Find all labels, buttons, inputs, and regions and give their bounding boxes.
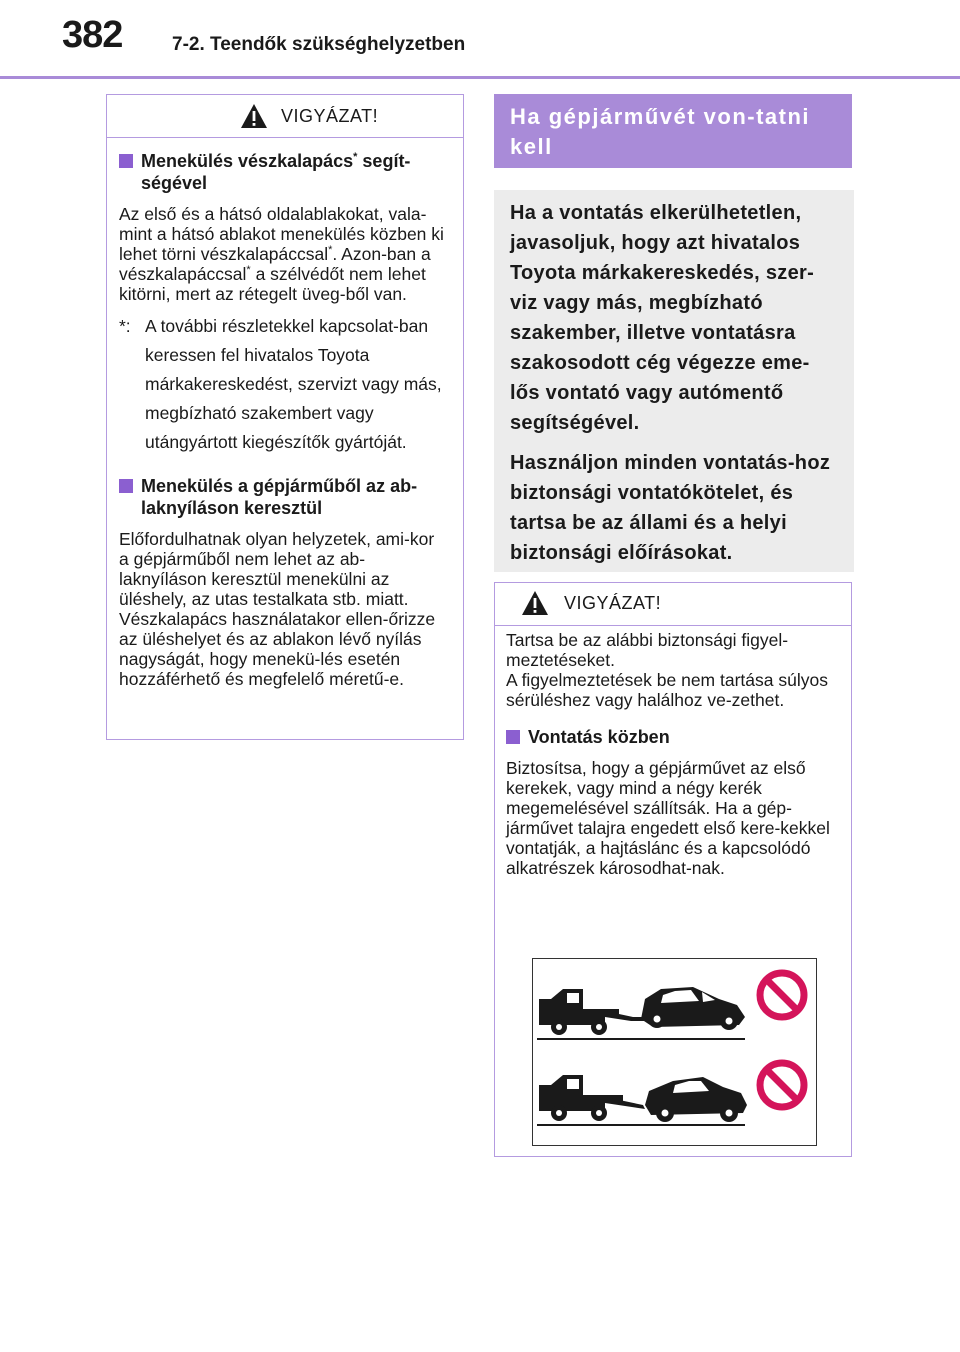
page-header xyxy=(0,0,960,80)
towing-illustration xyxy=(532,958,817,1146)
header-rule xyxy=(0,76,960,79)
warning-icon xyxy=(240,103,268,129)
car-icon xyxy=(645,1077,747,1122)
paragraph: A figyelmeztetések be nem tartása súlyos sérüléshez vagy halálhoz ve-zethet. xyxy=(506,670,828,710)
footnote-text: A további részletekkel kapcsolat-ban keressen fel hivatalos Toyota márkakereskedést, szervizt vagy más, megbízható szakembert vagy utángyártott kiegészítők gyártóját. xyxy=(145,316,442,452)
square-bullet-icon xyxy=(119,154,133,168)
car-icon xyxy=(641,987,745,1030)
subhead-escape-hammer: Menekülés vészkalapács* segít-ségével xyxy=(119,150,447,194)
page-number: 382 xyxy=(62,14,123,56)
tow-truck-icon xyxy=(539,1075,645,1121)
warning-body xyxy=(107,138,463,711)
section-title: 7-2. Teendők szükséghelyzetben xyxy=(172,34,466,55)
subhead-towing: Vontatás közben xyxy=(506,726,836,748)
paragraph: Az első és a hátsó oldalablakokat, vala-mint a hátsó ablakot menekülés közben ki lehet törni vészkalapáccsal*. Azon-ban a vészkalapáccsal* a szélvédőt nem lehet kitörni, mert az rétegelt üveg-ből van. xyxy=(119,204,444,304)
intro-paragraph: Ha a vontatás elkerülhetetlen, javasoljuk, hogy azt hivatalos Toyota márkakereskedés, szer-viz vagy más, megbízható szakember, illetve vontatásra szakosodott cég végezze eme-lős vontató vagy autómentő segítségével. xyxy=(510,202,815,434)
intro-box xyxy=(494,190,854,572)
paragraph: Előfordulhatnak olyan helyzetek, ami-kor a gépjárműből nem lehet az ab-laknyíláson keresztül menekülni az üléshely, az utas testalkata stb. miatt. Vészkalapács használatakor ellen-őrizze az üléshelyet és az ablakon lévő nyílás nagyságát, hogy menekü-lés esetén hozzáférhető és megfelelő méretű-e. xyxy=(119,529,436,689)
warning-label: VIGYÁZAT! xyxy=(564,593,662,613)
intro-paragraph: Használjon minden vontatás-hoz biztonsági vontatókötelet, és tartsa be az állami és a helyi biztonsági előírásokat. xyxy=(510,452,831,564)
square-bullet-icon xyxy=(506,730,520,744)
footnote xyxy=(119,312,447,457)
footnote-mark: *: xyxy=(119,316,131,336)
prohibited-icon xyxy=(760,1063,804,1107)
paragraph: Biztosítsa, hogy a gépjárművet az első kerekek, vagy mind a négy kerék megemelésével szállítsák. Ha a gép-járművet talajra engedett első kere-kekkel vontatják, a hajtáslánc és a kapcsolódó alkatrészek károsodhat-nak. xyxy=(506,758,830,878)
tow-truck-icon xyxy=(539,989,645,1035)
paragraph: Tartsa be az alábbi biztonsági figyel-meztetéseket. xyxy=(506,630,789,670)
subhead-window-escape: Menekülés a gépjárműből az ab-laknyíláson keresztül xyxy=(119,475,447,519)
square-bullet-icon xyxy=(119,479,133,493)
section-banner: Ha gépjárművét von-tatni kell xyxy=(494,94,852,168)
warning-label: VIGYÁZAT! xyxy=(281,106,379,126)
warning-icon xyxy=(521,590,549,616)
towing-prohibited-image xyxy=(533,959,816,1145)
left-warning-box xyxy=(106,94,464,740)
warning-header xyxy=(107,95,463,138)
prohibited-icon xyxy=(760,973,804,1017)
right-warning-body xyxy=(506,630,836,886)
